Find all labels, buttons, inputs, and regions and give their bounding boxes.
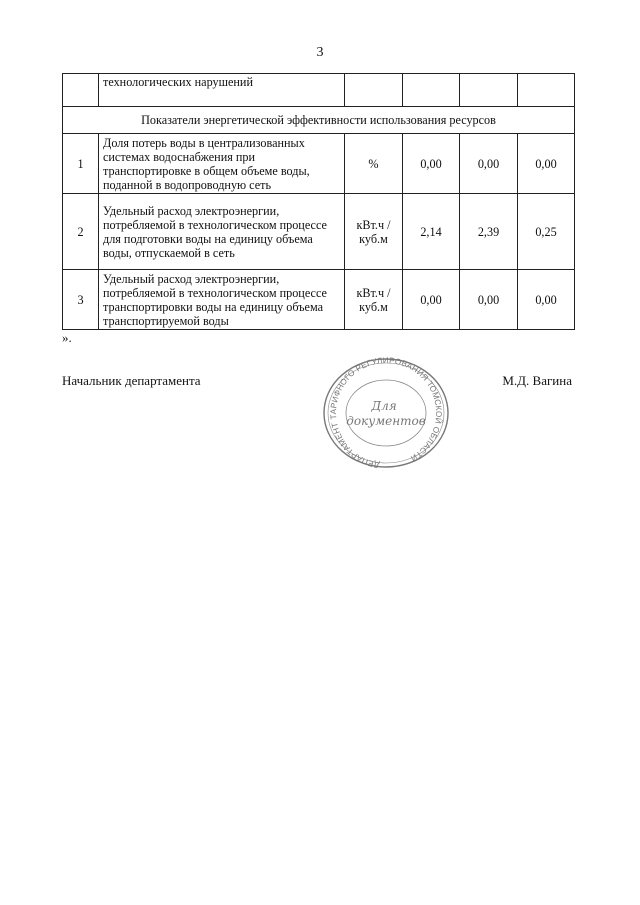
cell-unit: кВт.ч / куб.м: [345, 194, 403, 270]
section-title: Показатели энергетической эффективности использования ресурсов: [63, 107, 575, 134]
closing-quote: ».: [62, 330, 72, 345]
official-stamp: [318, 355, 454, 473]
cell-value: 2,14: [403, 194, 460, 270]
cell-unit: кВт.ч / куб.м: [345, 270, 403, 330]
cell-empty: [403, 74, 460, 107]
signature-name: М.Д. Вагина: [502, 373, 572, 388]
table-row: [63, 74, 575, 107]
table-section-row: [63, 107, 575, 134]
cell-value: 0,00: [518, 134, 575, 194]
cell-empty: [518, 74, 575, 107]
stamp-center-line2: документов: [346, 414, 426, 428]
stamp-ring-text: ДЕПАРТАМЕНТ ТАРИФНОГО РЕГУЛИРОВАНИЯ ТОМСКОЙ ОБЛАСТИ: [328, 355, 444, 470]
cell-value: 0,25: [518, 194, 575, 270]
cell-description: Удельный расход электроэнергии, потребляемой в технологическом процессе транспортировки воды на единицу объема транспортируемой воды: [99, 270, 345, 330]
cell-value: 0,00: [460, 270, 518, 330]
cell-value: 0,00: [460, 134, 518, 194]
page-number: 3: [316, 45, 324, 60]
table-row: [63, 194, 575, 270]
cell-description: технологических нарушений: [99, 74, 345, 107]
table-row: [63, 134, 575, 194]
cell-value: 0,00: [518, 270, 575, 330]
cell-number: 2: [63, 194, 99, 270]
cell-description: Удельный расход электроэнергии, потребляемой в технологическом процессе для подготовки воды на единицу объема воды, отпускаемой в сеть: [99, 194, 345, 270]
cell-description: Доля потерь воды в централизованных системах водоснабжения при транспортировке в общем объеме воды, поданной в водопроводную сеть: [99, 134, 345, 194]
cell-value: 0,00: [403, 134, 460, 194]
signature-position: Начальник департамента: [62, 373, 201, 388]
cell-unit: %: [345, 134, 403, 194]
cell-number: 1: [63, 134, 99, 194]
cell-empty: [63, 74, 99, 107]
cell-empty: [345, 74, 403, 107]
stamp-center-line1: Для: [371, 399, 397, 413]
table-row: [63, 270, 575, 330]
indicators-table: [62, 73, 575, 330]
cell-value: 0,00: [403, 270, 460, 330]
cell-number: 3: [63, 270, 99, 330]
cell-value: 2,39: [460, 194, 518, 270]
cell-empty: [460, 74, 518, 107]
